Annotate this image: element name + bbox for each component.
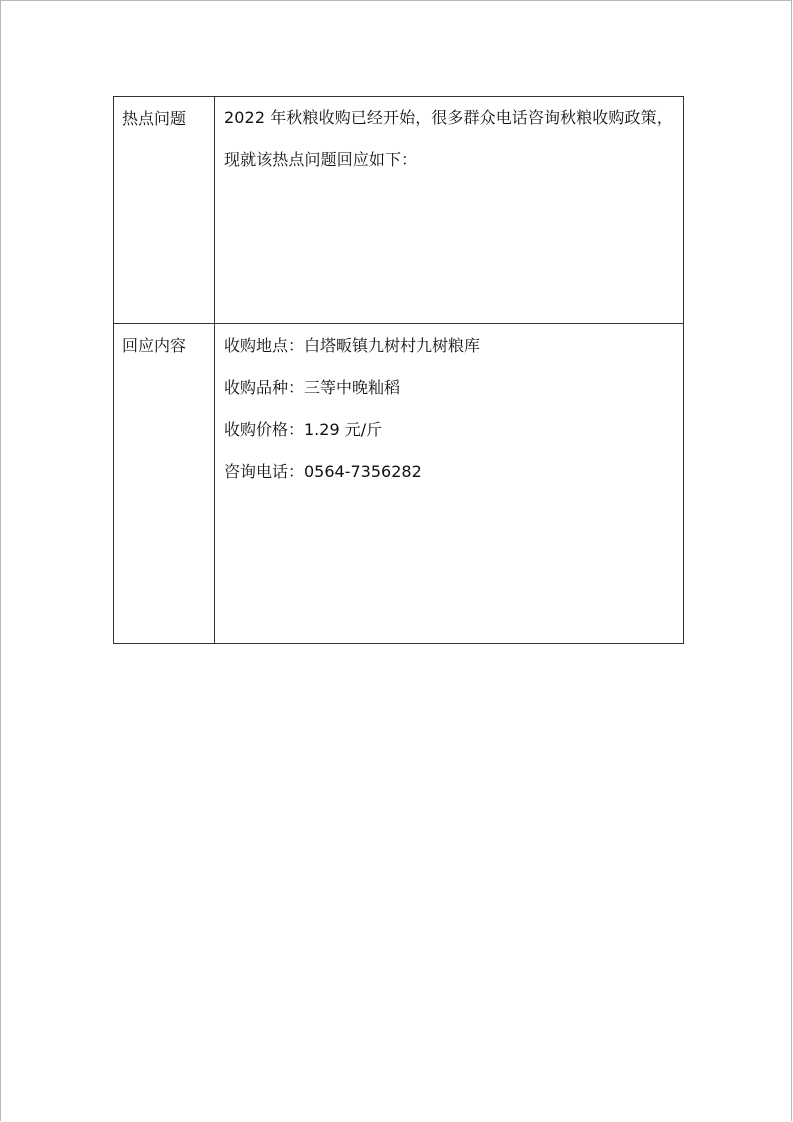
response-label: 回应内容 (122, 336, 187, 355)
response-row (114, 324, 684, 644)
response-label-cell (114, 324, 215, 644)
hot-question-content-cell (215, 97, 684, 324)
purchase-variety: 收购品种：三等中晚籼稻 (224, 378, 401, 397)
hot-question-content (215, 97, 683, 181)
consultation-phone: 咨询电话：0564-7356282 (224, 462, 422, 481)
purchase-location: 收购地点：白塔畈镇九树村九树粮库 (224, 336, 481, 355)
hot-question-label-cell (114, 97, 215, 324)
hot-question-label: 热点问题 (122, 109, 187, 128)
purchase-price: 收购价格：1.29 元/斤 (224, 420, 383, 439)
response-content-cell (215, 324, 684, 644)
hot-question-row (114, 97, 684, 324)
response-content (215, 324, 683, 502)
hotspot-response-table (113, 96, 684, 644)
hot-question-text: 2022 年秋粮收购已经开始，很多群众电话咨询秋粮收购政策，现就该热点问题回应如下： (224, 108, 673, 169)
